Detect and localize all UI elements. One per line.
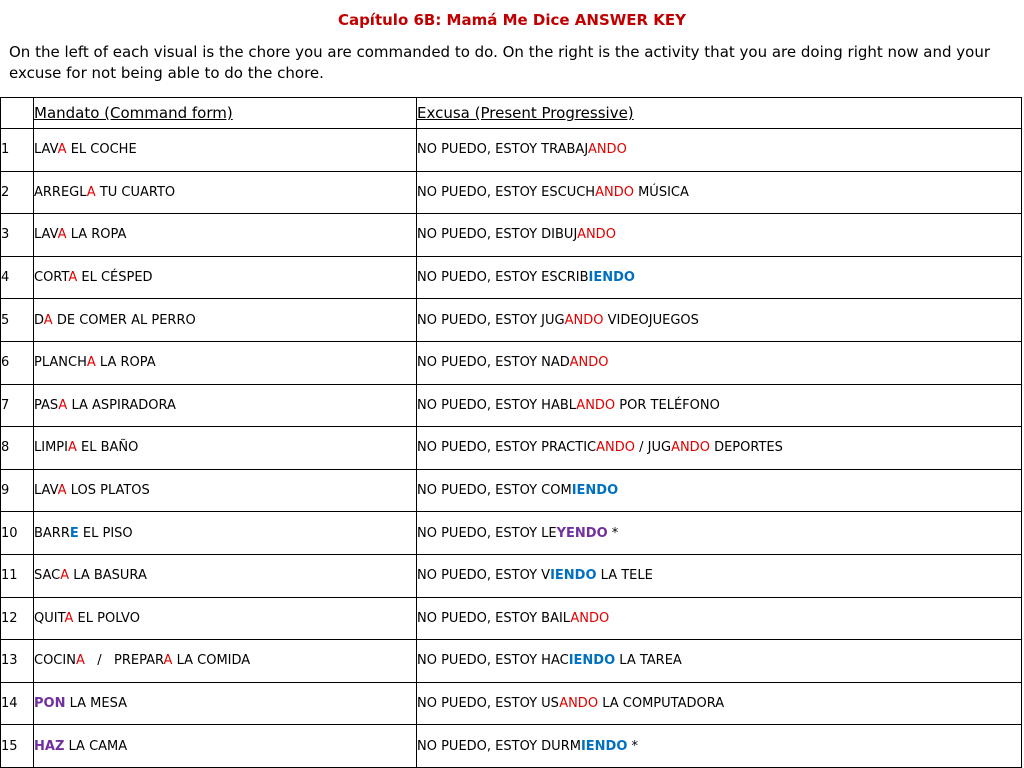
command-cell-segment: A xyxy=(58,397,68,413)
excuse-cell-segment: * xyxy=(627,738,639,754)
instructions-text: On the left of each visual is the chore you are commanded to do. On the right is the activity that you are doing right now and your excuse for not being able to do the chore. xyxy=(9,43,990,82)
row-number: 1 xyxy=(1,129,34,172)
command-cell-segment: A xyxy=(163,653,173,669)
excuse-cell-segment: NO PUEDO, ESTOY DURM xyxy=(417,738,581,754)
table-row xyxy=(1,640,1022,683)
excuse-cell-segment: ANDO xyxy=(596,440,635,456)
excuse-cell-segment: ANDO xyxy=(564,312,604,328)
excuse-cell-segment: ANDO xyxy=(671,440,710,456)
excuse-cell xyxy=(417,171,1022,214)
command-cell-segment: A xyxy=(57,227,67,243)
command-cell-segment: ARREGL xyxy=(34,184,87,200)
row-number: 12 xyxy=(1,597,34,640)
command-cell-segment: LA MESA xyxy=(65,696,127,712)
command-cell xyxy=(34,427,417,470)
command-cell-segment: EL CÉSPED xyxy=(77,270,153,286)
table-row xyxy=(1,256,1022,299)
excuse-cell-segment: LA COMPUTADORA xyxy=(598,696,725,712)
excuse-cell-segment: VIDEOJUEGOS xyxy=(603,312,699,328)
excuse-cell xyxy=(417,256,1022,299)
row-number: 14 xyxy=(1,682,34,725)
row-number: 10 xyxy=(1,512,34,555)
excuse-cell-segment: NO PUEDO, ESTOY JUG xyxy=(417,312,565,328)
header-number xyxy=(1,98,34,129)
excuse-cell xyxy=(417,725,1022,768)
command-cell xyxy=(34,512,417,555)
command-cell-segment: COCIN xyxy=(34,653,76,669)
table-row xyxy=(1,214,1022,257)
command-cell xyxy=(34,597,417,640)
command-cell-segment: LA CAMA xyxy=(64,738,128,754)
table-row xyxy=(1,597,1022,640)
command-cell-segment: D xyxy=(34,312,44,328)
command-cell-segment: EL PISO xyxy=(78,525,133,541)
row-number: 15 xyxy=(1,725,34,768)
command-cell xyxy=(34,554,417,597)
command-cell-segment: LIMPI xyxy=(34,440,68,456)
table-row xyxy=(1,171,1022,214)
command-cell xyxy=(34,682,417,725)
row-number: 3 xyxy=(1,214,34,257)
excuse-cell xyxy=(417,341,1022,384)
command-cell-segment: LA ASPIRADORA xyxy=(67,397,176,413)
table-row xyxy=(1,384,1022,427)
excuse-cell xyxy=(417,682,1022,725)
table-row xyxy=(1,129,1022,172)
excuse-cell xyxy=(417,554,1022,597)
table-row xyxy=(1,682,1022,725)
command-cell-segment: QUIT xyxy=(34,610,65,626)
excuse-cell-segment: NO PUEDO, ESTOY ESCRIB xyxy=(417,270,589,286)
command-cell-segment: LAV xyxy=(34,142,58,158)
command-cell-segment: LA BASURA xyxy=(69,568,147,584)
excuse-cell xyxy=(417,597,1022,640)
command-cell-segment: LAV xyxy=(34,483,58,499)
excuse-cell-segment: LA TELE xyxy=(596,568,653,584)
table-row xyxy=(1,554,1022,597)
excuse-cell-segment: NO PUEDO, ESTOY DIBUJ xyxy=(417,227,578,243)
command-cell-segment: EL POLVO xyxy=(73,610,140,626)
command-cell xyxy=(34,725,417,768)
excuse-cell xyxy=(417,640,1022,683)
table-row xyxy=(1,427,1022,470)
command-cell-segment: LA ROPA xyxy=(66,227,127,243)
excuse-cell xyxy=(417,512,1022,555)
command-cell-segment: LA COMIDA xyxy=(172,653,251,669)
excuse-cell-segment: ANDO xyxy=(577,227,616,243)
excuse-cell-segment: ANDO xyxy=(559,696,599,712)
command-cell xyxy=(34,640,417,683)
row-number: 6 xyxy=(1,341,34,384)
excuse-cell-segment: NO PUEDO, ESTOY LE xyxy=(417,525,557,541)
command-cell-segment: A xyxy=(60,568,70,584)
row-number: 5 xyxy=(1,299,34,342)
excuse-cell-segment: IENDO xyxy=(550,568,597,584)
table-header-row xyxy=(1,98,1022,129)
excuse-cell-segment: * xyxy=(607,525,619,541)
command-cell xyxy=(34,341,417,384)
excuse-cell-segment: POR TELÉFONO xyxy=(615,397,720,413)
excuse-cell-segment: NO PUEDO, ESTOY V xyxy=(417,568,551,584)
row-number: 9 xyxy=(1,469,34,512)
excuse-cell-segment: DEPORTES xyxy=(709,440,783,456)
excuse-cell-segment: NO PUEDO, ESTOY COM xyxy=(417,483,572,499)
command-cell-segment: / PREPAR xyxy=(84,653,164,669)
excuse-cell xyxy=(417,384,1022,427)
command-cell-segment: A xyxy=(68,270,78,286)
command-cell-segment: PLANCH xyxy=(34,355,87,371)
excuse-cell-segment: ANDO xyxy=(570,610,610,626)
row-number: 2 xyxy=(1,171,34,214)
row-number: 8 xyxy=(1,427,34,470)
excuse-cell-segment: YENDO xyxy=(556,525,608,541)
excuse-cell xyxy=(417,214,1022,257)
excuse-cell-segment: IENDO xyxy=(571,483,619,499)
command-cell-segment: A xyxy=(57,483,67,499)
excuse-cell-segment: ANDO xyxy=(576,397,616,413)
row-number: 4 xyxy=(1,256,34,299)
table-row xyxy=(1,341,1022,384)
command-cell-segment: BARR xyxy=(34,525,70,541)
table-row xyxy=(1,725,1022,768)
excuse-cell-segment: IENDO xyxy=(588,270,635,286)
command-cell-segment: A xyxy=(67,440,77,456)
command-cell-segment: EL BAÑO xyxy=(76,440,139,456)
header-command: Mandato (Command form) xyxy=(34,98,417,129)
excuse-cell-segment: NO PUEDO, ESTOY PRACTIC xyxy=(417,440,597,456)
excuse-cell-segment: NO PUEDO, ESTOY HABL xyxy=(417,397,577,413)
excuse-cell-segment: LA TAREA xyxy=(615,653,682,669)
command-cell-segment: CORT xyxy=(34,270,69,286)
excuse-cell-segment: ANDO xyxy=(569,355,609,371)
excuse-cell-segment: NO PUEDO, ESTOY BAIL xyxy=(417,610,571,626)
excuse-cell-segment: MÚSICA xyxy=(633,184,689,200)
command-cell-segment: E xyxy=(69,525,79,541)
command-cell-segment: PAS xyxy=(34,397,59,413)
excuse-cell xyxy=(417,469,1022,512)
command-cell xyxy=(34,299,417,342)
row-number: 11 xyxy=(1,554,34,597)
table-row xyxy=(1,299,1022,342)
excuse-cell-segment: ANDO xyxy=(595,184,634,200)
excuse-cell-segment: IENDO xyxy=(568,653,616,669)
command-cell-segment: LAV xyxy=(34,227,58,243)
row-number: 7 xyxy=(1,384,34,427)
command-cell-segment: SAC xyxy=(34,568,61,584)
command-cell-segment: PON xyxy=(34,696,66,712)
command-cell-segment: A xyxy=(86,355,96,371)
excuse-cell xyxy=(417,129,1022,172)
excuse-cell-segment: / JUG xyxy=(634,440,672,456)
excuse-cell xyxy=(417,299,1022,342)
answer-key-table xyxy=(0,97,1022,768)
command-cell xyxy=(34,384,417,427)
table-row xyxy=(1,469,1022,512)
table-body xyxy=(1,129,1022,768)
excuse-cell-segment: NO PUEDO, ESTOY NAD xyxy=(417,355,570,371)
command-cell-segment: A xyxy=(75,653,85,669)
command-cell xyxy=(34,256,417,299)
page-title: Capítulo 6B: Mamá Me Dice ANSWER KEY xyxy=(337,11,687,29)
excuse-cell-segment: ANDO xyxy=(587,142,627,158)
command-cell-segment: A xyxy=(57,142,67,158)
command-cell-segment: A xyxy=(43,312,53,328)
command-cell-segment: LA ROPA xyxy=(95,355,156,371)
command-cell-segment: LOS PLATOS xyxy=(66,483,150,499)
command-cell xyxy=(34,214,417,257)
row-number: 13 xyxy=(1,640,34,683)
excuse-cell xyxy=(417,427,1022,470)
table-row xyxy=(1,512,1022,555)
command-cell-segment: A xyxy=(86,184,96,200)
command-cell-segment: A xyxy=(64,610,74,626)
command-cell-segment: EL COCHE xyxy=(66,142,137,158)
excuse-cell-segment: NO PUEDO, ESTOY US xyxy=(417,696,560,712)
command-cell xyxy=(34,171,417,214)
excuse-cell-segment: NO PUEDO, ESTOY TRABAJ xyxy=(417,142,588,158)
command-cell-segment: TU CUARTO xyxy=(95,184,176,200)
header-excuse: Excusa (Present Progressive) xyxy=(417,98,1022,129)
command-cell xyxy=(34,129,417,172)
command-cell-segment: DE COMER AL PERRO xyxy=(52,312,196,328)
excuse-cell-segment: NO PUEDO, ESTOY ESCUCH xyxy=(417,184,596,200)
excuse-cell-segment: IENDO xyxy=(580,738,628,754)
command-cell xyxy=(34,469,417,512)
excuse-cell-segment: NO PUEDO, ESTOY HAC xyxy=(417,653,569,669)
command-cell-segment: HAZ xyxy=(34,738,65,754)
